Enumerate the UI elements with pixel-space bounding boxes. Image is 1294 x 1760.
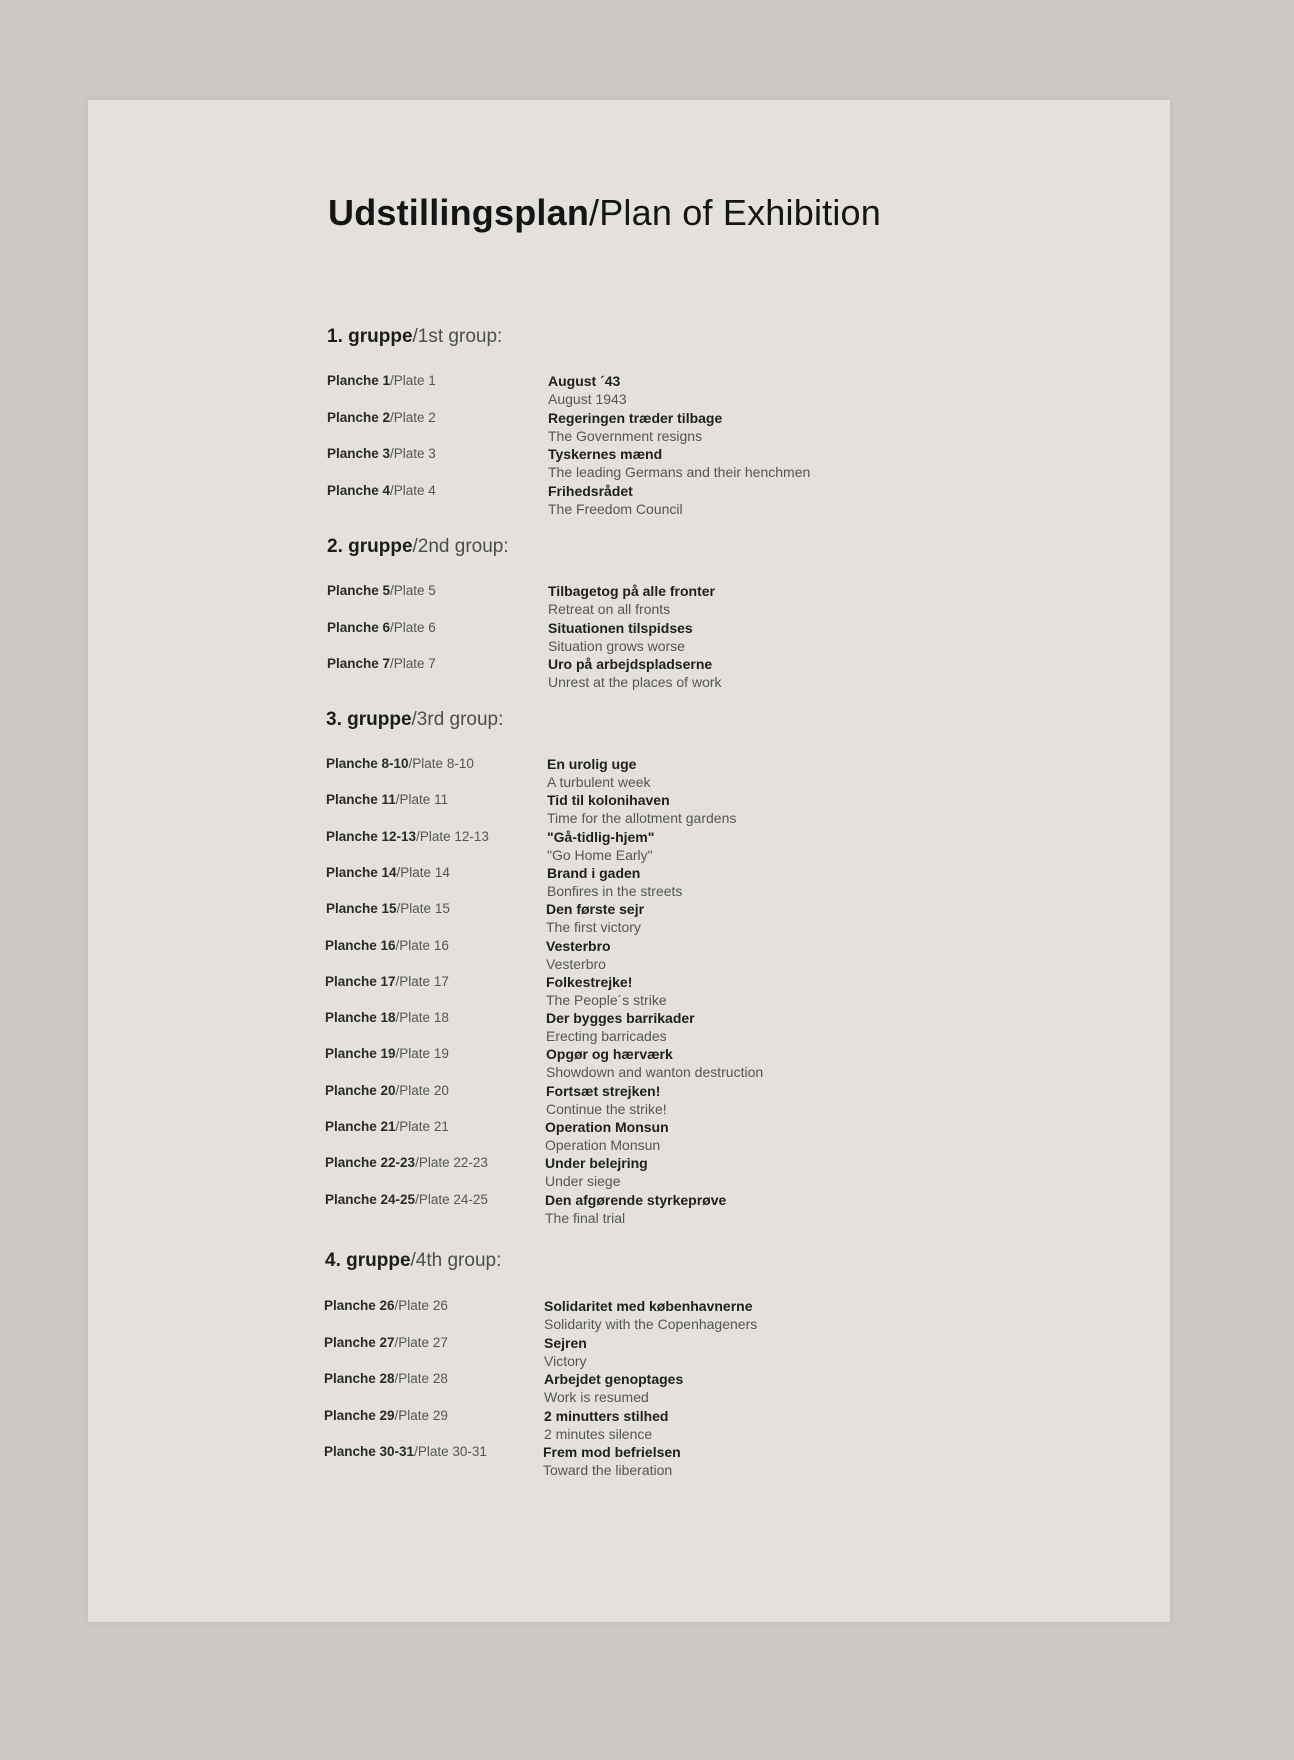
plate-title-danish: Uro på arbejdspladserne [548, 656, 713, 672]
plate-label-danish: Planche 21 [325, 1119, 396, 1134]
plate-label-danish: Planche 30-31 [324, 1444, 415, 1459]
plate-title [544, 1297, 757, 1333]
plate-title-danish: Opgør og hærværk [546, 1046, 673, 1063]
plate-label-english: /Plate 6 [390, 619, 436, 635]
plate-label-english: /Plate 16 [395, 937, 449, 953]
plate-title-english: Operation Monsun [545, 1137, 661, 1153]
plate-label-english: /Plate 4 [390, 482, 436, 498]
plate-label-english: /Plate 7 [390, 656, 436, 671]
group-heading [325, 1250, 501, 1272]
plate-label-danish: Planche 26 [324, 1298, 395, 1313]
plate-label [324, 1408, 448, 1423]
group-heading-danish: 2. gruppe [327, 536, 413, 557]
plate-title-danish: Folkestrejke! [546, 973, 633, 990]
plate-title [546, 1045, 763, 1081]
plate-title-danish: Der bygges barrikader [546, 1010, 695, 1027]
plate-label-english: /Plate 5 [390, 583, 436, 598]
page-title-english: /Plan of Exhibition [589, 192, 881, 233]
plate-label [325, 1046, 449, 1061]
plate-label-english: /Plate 24-25 [415, 1191, 488, 1207]
plate-title-english: Situation grows worse [548, 637, 685, 654]
plate-label-danish: Planche 24-25 [325, 1191, 416, 1207]
plate-label-danish: Planche 3 [327, 446, 391, 461]
plate-title [548, 372, 627, 408]
plate-title [545, 1191, 726, 1227]
group-heading-english: /4th group: [410, 1250, 502, 1271]
plate-title [547, 755, 651, 791]
plate-title-english: The first victory [546, 919, 641, 936]
plate-label-danish: Planche 18 [325, 1010, 396, 1026]
plate-label-english: /Plate 20 [395, 1082, 449, 1098]
group-heading-english: /2nd group: [412, 536, 509, 557]
plate-title [548, 482, 683, 518]
plate-title-english: The leading Germans and their henchmen [548, 464, 811, 480]
plate-title-english: "Go Home Early" [547, 846, 653, 863]
plate-title [548, 619, 693, 655]
plate-label-danish: Planche 27 [324, 1334, 395, 1350]
plate-label-danish: Planche 16 [325, 937, 396, 953]
plate-title-english: Work is resumed [544, 1389, 649, 1405]
plate-title-danish: Fortsæt strejken! [546, 1082, 661, 1099]
plate-label-english: /Plate 17 [395, 973, 449, 989]
plate-title-english: Victory [544, 1352, 587, 1369]
plate-title-english: 2 minutes silence [544, 1425, 653, 1442]
plate-title-english: Vesterbro [546, 955, 606, 972]
plate-title-english: Erecting barricades [546, 1028, 667, 1045]
plate-label-danish: Planche 4 [327, 482, 391, 498]
group-heading [326, 709, 503, 731]
plate-title [546, 1009, 695, 1045]
group-heading-danish: 1. gruppe [327, 326, 413, 347]
plate-label [326, 829, 489, 844]
plate-title-english: The Freedom Council [548, 500, 683, 517]
plate-title [544, 1370, 683, 1406]
group-heading-danish: 3. gruppe [326, 709, 412, 730]
plate-title [547, 828, 654, 864]
plate-label-danish: Planche 28 [324, 1371, 395, 1386]
plate-label-danish: Planche 19 [325, 1046, 396, 1062]
plate-title-danish: Frihedsrådet [548, 482, 633, 499]
plate-label-english: /Plate 3 [390, 446, 436, 461]
plate-title [547, 864, 682, 900]
plate-label-danish: Planche 11 [326, 792, 396, 808]
plate-label-danish: Planche 22-23 [325, 1155, 416, 1171]
plate-title-english: Showdown and wanton destruction [546, 1064, 764, 1081]
plate-title-danish: Frem mod befrielsen [543, 1444, 681, 1460]
plate-title-english: Retreat on all fronts [548, 601, 671, 617]
plate-label [324, 1371, 448, 1386]
group-heading-english: /1st group: [412, 326, 503, 347]
plate-label [327, 446, 436, 461]
plate-label-danish: Planche 2 [327, 409, 391, 425]
plate-title-english: Under siege [545, 1173, 621, 1190]
plate-label-danish: Planche 12-13 [326, 828, 417, 844]
plate-title-danish: Sejren [544, 1334, 587, 1351]
plate-label [324, 1298, 448, 1313]
plate-title-english: Solidarity with the Copenhageners [544, 1316, 758, 1332]
plate-label-english: /Plate 29 [394, 1407, 448, 1423]
plate-label-english: /Plate 28 [394, 1371, 448, 1386]
plate-title [548, 445, 810, 481]
plate-title-english: The Government resigns [548, 427, 703, 444]
plate-label [326, 901, 450, 916]
plate-label [326, 756, 474, 771]
plate-title-english: August 1943 [548, 391, 627, 407]
plate-title-danish: Tid til kolonihaven [547, 792, 670, 809]
plate-label-english: /Plate 15 [396, 901, 450, 917]
plate-title-danish: Arbejdet genoptages [544, 1371, 684, 1387]
plate-title-english: Bonfires in the streets [547, 882, 683, 899]
plate-label [327, 483, 436, 498]
plate-title [547, 791, 736, 827]
plate-label-danish: Planche 8-10 [326, 756, 409, 771]
plate-label [325, 1119, 449, 1134]
plate-label-english: /Plate 26 [394, 1298, 448, 1313]
plate-label [327, 410, 436, 425]
plate-title-danish: August ´43 [548, 373, 621, 389]
plate-title-english: A turbulent week [547, 774, 651, 790]
group-heading-danish: 4. gruppe [325, 1250, 411, 1271]
plate-title [545, 1118, 669, 1154]
plate-label-english: /Plate 11 [395, 792, 449, 808]
plate-title-danish: Operation Monsun [545, 1119, 669, 1135]
plate-label [324, 1444, 487, 1459]
plate-label-english: /Plate 14 [396, 864, 450, 880]
plate-title-danish: Solidaritet med københavnerne [544, 1298, 753, 1314]
plate-title-danish: En urolig uge [547, 756, 637, 772]
plate-label-english: /Plate 30-31 [414, 1444, 487, 1459]
plate-title-english: Unrest at the places of work [548, 674, 722, 690]
plate-title-danish: "Gå-tidlig-hjem" [547, 828, 655, 845]
plate-label [326, 865, 450, 880]
plate-title-danish: Situationen tilspidses [548, 619, 693, 636]
plate-label-danish: Planche 14 [326, 864, 397, 880]
plate-title-danish: 2 minutters stilhed [544, 1407, 669, 1424]
plate-label-english: /Plate 21 [395, 1119, 449, 1134]
plate-label-danish: Planche 29 [324, 1407, 395, 1423]
plate-title-danish: Under belejring [545, 1155, 648, 1172]
plate-label-danish: Planche 5 [327, 583, 391, 598]
plate-title-danish: Vesterbro [546, 937, 611, 954]
group-heading-english: /3rd group: [411, 709, 504, 730]
plate-title [545, 1154, 648, 1190]
plate-label-danish: Planche 15 [326, 901, 397, 917]
plate-label-danish: Planche 7 [327, 656, 391, 671]
plate-title [546, 937, 611, 973]
plate-title-danish: Regeringen træder tilbage [548, 409, 723, 426]
plate-title-english: Time for the allotment gardens [547, 810, 737, 827]
plate-label [327, 656, 436, 671]
plate-label [326, 792, 448, 807]
plate-title-english: Toward the liberation [543, 1462, 673, 1478]
plate-title-english: The People´s strike [546, 991, 667, 1008]
plate-label [327, 620, 436, 635]
plate-label [327, 373, 436, 388]
plate-label-danish: Planche 20 [325, 1082, 396, 1098]
group-heading [327, 326, 502, 348]
plate-title-danish: Tyskernes mænd [548, 446, 663, 462]
plate-label [325, 1192, 488, 1207]
plate-label [325, 974, 449, 989]
plate-title-english: The final trial [545, 1209, 626, 1226]
plate-label [325, 1155, 488, 1170]
plate-title [548, 655, 722, 691]
plate-label-danish: Planche 1 [327, 373, 391, 388]
plate-label-english: /Plate 27 [394, 1334, 448, 1350]
plate-title [548, 409, 722, 445]
plate-label-english: /Plate 8-10 [408, 756, 474, 771]
plate-label [325, 938, 449, 953]
plate-label-english: /Plate 19 [395, 1046, 449, 1062]
group-heading [327, 536, 509, 558]
plate-label-english: /Plate 2 [390, 409, 436, 425]
plate-title [546, 900, 644, 936]
plate-title-danish: Tilbagetog på alle fronter [548, 583, 715, 599]
plate-title [544, 1407, 668, 1443]
plate-title [543, 1443, 681, 1479]
plate-label [325, 1083, 449, 1098]
plate-label-english: /Plate 12-13 [416, 828, 489, 844]
plate-label-english: /Plate 22-23 [415, 1155, 488, 1171]
plate-title-english: Continue the strike! [546, 1100, 667, 1117]
plate-title [548, 582, 715, 618]
page-title-danish: Udstillingsplan [328, 192, 590, 233]
plate-title [546, 1082, 667, 1118]
plate-title-danish: Brand i gaden [547, 864, 641, 881]
plate-label [327, 583, 436, 598]
plate-title [544, 1334, 587, 1370]
plate-title-danish: Den første sejr [546, 901, 645, 918]
plate-label [325, 1010, 449, 1025]
plate-label-english: /Plate 1 [390, 373, 436, 388]
plate-label [324, 1335, 448, 1350]
plate-title [546, 973, 667, 1009]
plate-title-danish: Den afgørende styrkeprøve [545, 1191, 727, 1208]
plate-label-english: /Plate 18 [395, 1010, 449, 1026]
plate-label-danish: Planche 6 [327, 619, 391, 635]
plate-label-danish: Planche 17 [325, 973, 396, 989]
